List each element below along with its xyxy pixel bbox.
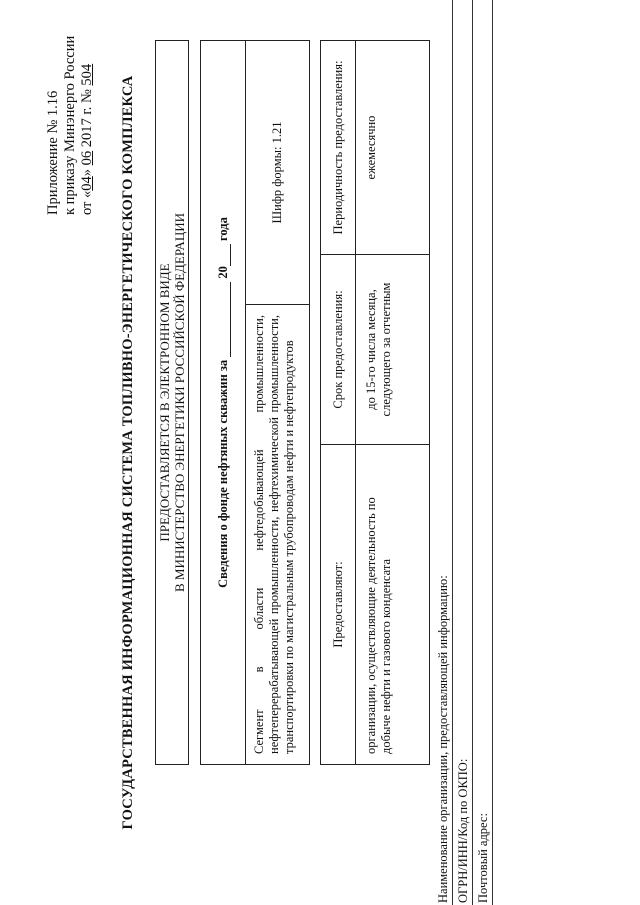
report-year-prefix: 20: [215, 266, 230, 279]
page-title: ГОСУДАРСТВЕННАЯ ИНФОРМАЦИОННАЯ СИСТЕМА ТОПЛИВНО-ЭНЕРГЕТИЧЕСКОГО КОМПЛЕКСА: [120, 75, 136, 830]
header-periodicity: Периодичность предоставления:: [330, 60, 345, 235]
org-name-label: Наименование организации, предоставляющей информацию:: [436, 575, 450, 903]
submission-line-1: ПРЕДОСТАВЛЯЕТСЯ В ЭЛЕКТРОННОМ ВИДЕ: [157, 263, 172, 542]
header-deadline: Срок предоставления:: [321, 254, 355, 444]
appendix-line-2: к приказу Минэнерго России: [62, 35, 78, 215]
appendix-number: 504: [79, 63, 95, 86]
org-name-field[interactable]: [432, 0, 453, 905]
address-label: Почтовый адрес:: [476, 813, 490, 903]
submission-line-2: В МИНИСТЕРСТВО ЭНЕРГЕТИКИ РОССИЙСКОЙ ФЕДЕРАЦИИ: [172, 213, 187, 592]
form-code: Шифр формы: 1.21: [270, 121, 284, 224]
segment-text: Сегмент в области нефтедобывающей промышленности, нефтеперерабатывающей промышленности, нефтехимической промышленности, транспортировки по магистральным трубопроводам нефти и нефтепродуктов: [246, 304, 309, 764]
appendix-day: 04: [79, 176, 95, 191]
value-deadline: до 15-го числа месяца, следующего за отчетным: [356, 254, 430, 444]
report-title-suffix: года: [215, 217, 230, 241]
appendix-line-1: Приложение № 1.16: [45, 90, 61, 215]
segment-row: [246, 40, 310, 765]
info-table-row: [356, 41, 430, 764]
appendix-line-3: от «04» 06 2017 г. № 504: [79, 63, 95, 215]
appendix-block: [45, 36, 96, 215]
value-periodicity: ежемесячно: [364, 115, 378, 180]
submission-box: [155, 40, 189, 765]
report-title-box: [200, 40, 246, 765]
address-field[interactable]: [472, 0, 493, 905]
value-providers: организации, осуществляющие деятельность по добыче нефти и газового конденсата: [356, 444, 430, 764]
appendix-month: 06: [79, 150, 95, 166]
report-title-prefix: Сведения о фонде нефтяных скважин за: [215, 359, 230, 588]
ids-label: ОГРН/ИНН/Код по ОКПО:: [456, 758, 470, 903]
info-table: [320, 40, 430, 765]
info-table-header: [321, 41, 356, 764]
month-blank-field[interactable]: [216, 282, 231, 357]
header-providers: Предоставляют:: [321, 444, 355, 764]
year-blank-field[interactable]: [216, 244, 231, 266]
ids-field[interactable]: [452, 0, 473, 905]
